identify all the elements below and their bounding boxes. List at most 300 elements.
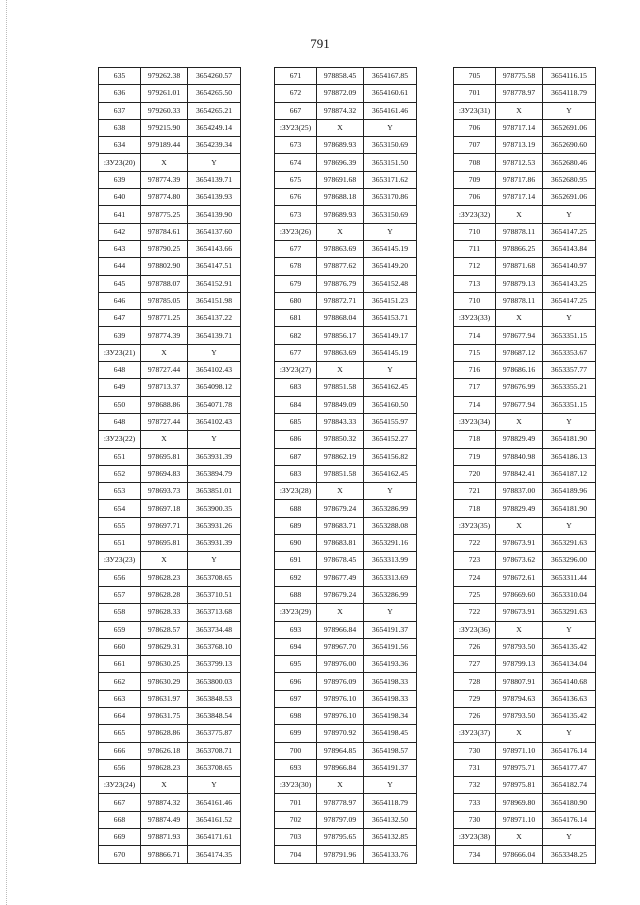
y-coordinate-cell: 3654102.43 xyxy=(188,413,241,430)
point-number-cell: 729 xyxy=(454,690,496,707)
y-coordinate-cell: 3653311.44 xyxy=(543,569,596,586)
point-number-cell: 695 xyxy=(275,656,317,673)
table-row xyxy=(99,137,241,154)
point-number-cell: 678 xyxy=(275,258,317,275)
table-row xyxy=(275,327,417,344)
scan-edge-line xyxy=(6,0,8,905)
y-coordinate-cell: 3653150.69 xyxy=(364,137,417,154)
table-row xyxy=(275,535,417,552)
point-number-cell: 661 xyxy=(99,656,141,673)
x-coordinate-cell: 978791.96 xyxy=(317,846,364,863)
y-coordinate-cell: 3653286.99 xyxy=(364,500,417,517)
parcel-header-row xyxy=(454,517,596,534)
y-coordinate-cell: 3654147.51 xyxy=(188,258,241,275)
x-coordinate-cell: 978851.58 xyxy=(317,465,364,482)
x-coordinate-cell: 978793.50 xyxy=(496,638,543,655)
table-row xyxy=(454,137,596,154)
point-number-cell: 648 xyxy=(99,413,141,430)
point-number-cell: 647 xyxy=(99,310,141,327)
parcel-label-cell: :ЗУ23(36) xyxy=(454,621,496,638)
y-coordinate-cell: Y xyxy=(364,362,417,379)
point-number-cell: 691 xyxy=(275,552,317,569)
y-coordinate-cell: 3654198.45 xyxy=(364,725,417,742)
point-number-cell: 679 xyxy=(275,275,317,292)
parcel-header-row xyxy=(275,223,417,240)
y-coordinate-cell: 3654151.23 xyxy=(364,292,417,309)
x-coordinate-cell: 978842.41 xyxy=(496,465,543,482)
table-row xyxy=(454,223,596,240)
point-number-cell: 675 xyxy=(275,171,317,188)
x-coordinate-cell: X xyxy=(141,777,188,794)
point-number-cell: 667 xyxy=(99,794,141,811)
y-coordinate-cell: 3653734.48 xyxy=(188,621,241,638)
point-number-cell: 711 xyxy=(454,240,496,257)
y-coordinate-cell: 3654145.19 xyxy=(364,344,417,361)
x-coordinate-cell: 978788.07 xyxy=(141,275,188,292)
x-coordinate-cell: 978631.97 xyxy=(141,690,188,707)
y-coordinate-cell: Y xyxy=(364,223,417,240)
y-coordinate-cell: 3654133.76 xyxy=(364,846,417,863)
point-number-cell: 676 xyxy=(275,189,317,206)
parcel-header-row xyxy=(454,413,596,430)
table-row xyxy=(275,448,417,465)
x-coordinate-cell: 978717.14 xyxy=(496,189,543,206)
y-coordinate-cell: 3654116.15 xyxy=(543,68,596,85)
y-coordinate-cell: 3653310.04 xyxy=(543,586,596,603)
table-row xyxy=(454,171,596,188)
point-number-cell: 681 xyxy=(275,310,317,327)
point-number-cell: 712 xyxy=(454,258,496,275)
y-coordinate-cell: 3654249.14 xyxy=(188,119,241,136)
y-coordinate-cell: 3654149.20 xyxy=(364,258,417,275)
y-coordinate-cell: 3654118.79 xyxy=(543,85,596,102)
x-coordinate-cell: 978976.10 xyxy=(317,707,364,724)
y-coordinate-cell: 3654161.52 xyxy=(188,811,241,828)
y-coordinate-cell: Y xyxy=(188,154,241,171)
point-number-cell: 645 xyxy=(99,275,141,292)
x-coordinate-cell: 978688.18 xyxy=(317,189,364,206)
parcel-header-row xyxy=(275,777,417,794)
y-coordinate-cell: Y xyxy=(188,552,241,569)
x-coordinate-cell: 978679.24 xyxy=(317,586,364,603)
y-coordinate-cell: 3654191.56 xyxy=(364,638,417,655)
table-row xyxy=(454,68,596,85)
x-coordinate-cell: 978771.25 xyxy=(141,310,188,327)
y-coordinate-cell: 3654265.21 xyxy=(188,102,241,119)
point-number-cell: 648 xyxy=(99,362,141,379)
point-number-cell: 652 xyxy=(99,465,141,482)
x-coordinate-cell: X xyxy=(317,604,364,621)
point-number-cell: 708 xyxy=(454,154,496,171)
y-coordinate-cell: 3653713.68 xyxy=(188,604,241,621)
point-number-cell: 649 xyxy=(99,379,141,396)
x-coordinate-cell: 978628.23 xyxy=(141,759,188,776)
table-row xyxy=(275,829,417,846)
y-coordinate-cell: 3653851.01 xyxy=(188,483,241,500)
x-coordinate-cell: 978878.11 xyxy=(496,292,543,309)
table-row xyxy=(99,742,241,759)
table-row xyxy=(275,621,417,638)
point-number-cell: 658 xyxy=(99,604,141,621)
point-number-cell: 693 xyxy=(275,759,317,776)
table-row xyxy=(454,586,596,603)
table-row xyxy=(454,777,596,794)
x-coordinate-cell: X xyxy=(496,725,543,742)
table-row xyxy=(454,794,596,811)
x-coordinate-cell: 978829.49 xyxy=(496,431,543,448)
table-row xyxy=(454,396,596,413)
y-coordinate-cell: Y xyxy=(543,725,596,742)
x-coordinate-cell: 978871.93 xyxy=(141,829,188,846)
table-row xyxy=(454,759,596,776)
table-row xyxy=(275,189,417,206)
y-coordinate-cell: Y xyxy=(543,621,596,638)
x-coordinate-cell: 978628.86 xyxy=(141,725,188,742)
y-coordinate-cell: 3653291.16 xyxy=(364,535,417,552)
x-coordinate-cell: 978874.32 xyxy=(141,794,188,811)
table-row xyxy=(99,413,241,430)
point-number-cell: 724 xyxy=(454,569,496,586)
y-coordinate-cell: 3654137.22 xyxy=(188,310,241,327)
x-coordinate-cell: 978774.39 xyxy=(141,171,188,188)
x-coordinate-cell: 978872.71 xyxy=(317,292,364,309)
table-row xyxy=(275,465,417,482)
point-number-cell: 730 xyxy=(454,811,496,828)
y-coordinate-cell: 3654198.33 xyxy=(364,673,417,690)
y-coordinate-cell: 3654186.13 xyxy=(543,448,596,465)
y-coordinate-cell: Y xyxy=(543,517,596,534)
y-coordinate-cell: 3654160.50 xyxy=(364,396,417,413)
y-coordinate-cell: Y xyxy=(188,777,241,794)
x-coordinate-cell: 978778.97 xyxy=(496,85,543,102)
table-row xyxy=(275,569,417,586)
point-number-cell: 664 xyxy=(99,707,141,724)
point-number-cell: 677 xyxy=(275,240,317,257)
parcel-header-row xyxy=(275,483,417,500)
y-coordinate-cell: 3653351.15 xyxy=(543,327,596,344)
y-coordinate-cell: 3654140.68 xyxy=(543,673,596,690)
x-coordinate-cell: 978793.50 xyxy=(496,707,543,724)
table-row xyxy=(275,811,417,828)
y-coordinate-cell: 3653708.65 xyxy=(188,569,241,586)
x-coordinate-cell: 978975.81 xyxy=(496,777,543,794)
y-coordinate-cell: 3654152.91 xyxy=(188,275,241,292)
table-row xyxy=(99,656,241,673)
point-number-cell: 671 xyxy=(275,68,317,85)
y-coordinate-cell: 3653355.21 xyxy=(543,379,596,396)
table-row xyxy=(454,362,596,379)
table-row xyxy=(454,673,596,690)
table-row xyxy=(99,673,241,690)
y-coordinate-cell: 3653313.99 xyxy=(364,552,417,569)
point-number-cell: 640 xyxy=(99,189,141,206)
x-coordinate-cell: 978790.25 xyxy=(141,240,188,257)
point-number-cell: 670 xyxy=(99,846,141,863)
table-row xyxy=(99,240,241,257)
table-row xyxy=(454,240,596,257)
table-row xyxy=(99,638,241,655)
point-number-cell: 730 xyxy=(454,742,496,759)
x-coordinate-cell: 978677.94 xyxy=(496,396,543,413)
y-coordinate-cell: 3654189.96 xyxy=(543,483,596,500)
parcel-label-cell: :ЗУ23(32) xyxy=(454,206,496,223)
x-coordinate-cell: 978862.19 xyxy=(317,448,364,465)
y-coordinate-cell: 3654174.35 xyxy=(188,846,241,863)
y-coordinate-cell: Y xyxy=(543,102,596,119)
point-number-cell: 639 xyxy=(99,171,141,188)
x-coordinate-cell: 978967.70 xyxy=(317,638,364,655)
table-row xyxy=(99,690,241,707)
point-number-cell: 717 xyxy=(454,379,496,396)
x-coordinate-cell: 978879.13 xyxy=(496,275,543,292)
table-row xyxy=(454,275,596,292)
x-coordinate-cell: 978673.91 xyxy=(496,604,543,621)
point-number-cell: 706 xyxy=(454,119,496,136)
table-row xyxy=(454,846,596,863)
table-row xyxy=(99,206,241,223)
x-coordinate-cell: X xyxy=(317,223,364,240)
table-row xyxy=(275,846,417,863)
y-coordinate-cell: 3654265.50 xyxy=(188,85,241,102)
point-number-cell: 689 xyxy=(275,517,317,534)
x-coordinate-cell: 978976.00 xyxy=(317,656,364,673)
y-coordinate-cell: 3654191.37 xyxy=(364,621,417,638)
table-row xyxy=(275,725,417,742)
y-coordinate-cell: 3654198.33 xyxy=(364,690,417,707)
table-row xyxy=(454,85,596,102)
point-number-cell: 639 xyxy=(99,327,141,344)
table-row xyxy=(99,362,241,379)
point-number-cell: 719 xyxy=(454,448,496,465)
y-coordinate-cell: 3653357.77 xyxy=(543,362,596,379)
point-number-cell: 657 xyxy=(99,586,141,603)
table-row xyxy=(275,137,417,154)
table-row xyxy=(454,483,596,500)
point-number-cell: 683 xyxy=(275,465,317,482)
parcel-header-row xyxy=(454,102,596,119)
y-coordinate-cell: 3653900.35 xyxy=(188,500,241,517)
table-row xyxy=(99,396,241,413)
y-coordinate-cell: 3654162.45 xyxy=(364,379,417,396)
y-coordinate-cell: 3654167.85 xyxy=(364,68,417,85)
x-coordinate-cell: 978697.18 xyxy=(141,500,188,517)
y-coordinate-cell: 3654143.84 xyxy=(543,240,596,257)
table-row xyxy=(99,102,241,119)
x-coordinate-cell: 978866.71 xyxy=(141,846,188,863)
coordinate-table-right xyxy=(453,67,596,864)
table-row xyxy=(99,811,241,828)
table-row xyxy=(99,292,241,309)
point-number-cell: 699 xyxy=(275,725,317,742)
point-number-cell: 721 xyxy=(454,483,496,500)
y-coordinate-cell: 3654135.42 xyxy=(543,638,596,655)
y-coordinate-cell: 3654187.12 xyxy=(543,465,596,482)
point-number-cell: 638 xyxy=(99,119,141,136)
y-coordinate-cell: Y xyxy=(543,829,596,846)
parcel-header-row xyxy=(99,344,241,361)
x-coordinate-cell: 978695.81 xyxy=(141,448,188,465)
parcel-label-cell: :ЗУ23(34) xyxy=(454,413,496,430)
point-number-cell: 707 xyxy=(454,137,496,154)
y-coordinate-cell: 3652680.95 xyxy=(543,171,596,188)
x-coordinate-cell: 978866.25 xyxy=(496,240,543,257)
point-number-cell: 696 xyxy=(275,673,317,690)
y-coordinate-cell: Y xyxy=(364,777,417,794)
x-coordinate-cell: X xyxy=(496,206,543,223)
table-row xyxy=(275,379,417,396)
point-number-cell: 714 xyxy=(454,396,496,413)
x-coordinate-cell: 979261.01 xyxy=(141,85,188,102)
x-coordinate-cell: 978843.33 xyxy=(317,413,364,430)
point-number-cell: 663 xyxy=(99,690,141,707)
point-number-cell: 650 xyxy=(99,396,141,413)
y-coordinate-cell: 3654162.45 xyxy=(364,465,417,482)
x-coordinate-cell: 978774.80 xyxy=(141,189,188,206)
point-number-cell: 651 xyxy=(99,535,141,552)
parcel-header-row xyxy=(454,725,596,742)
x-coordinate-cell: 978629.31 xyxy=(141,638,188,655)
table-row xyxy=(99,535,241,552)
x-coordinate-cell: 978628.57 xyxy=(141,621,188,638)
y-coordinate-cell: 3654198.34 xyxy=(364,707,417,724)
point-number-cell: 731 xyxy=(454,759,496,776)
x-coordinate-cell: 978969.80 xyxy=(496,794,543,811)
y-coordinate-cell: 3653931.39 xyxy=(188,448,241,465)
table-row xyxy=(454,535,596,552)
y-coordinate-cell: 3653894.79 xyxy=(188,465,241,482)
point-number-cell: 683 xyxy=(275,379,317,396)
y-coordinate-cell: 3653708.65 xyxy=(188,759,241,776)
x-coordinate-cell: X xyxy=(141,344,188,361)
x-coordinate-cell: 978683.71 xyxy=(317,517,364,534)
table-row xyxy=(454,327,596,344)
x-coordinate-cell: 978676.99 xyxy=(496,379,543,396)
y-coordinate-cell: 3654156.82 xyxy=(364,448,417,465)
page-number: 791 xyxy=(310,36,330,51)
point-number-cell: 656 xyxy=(99,569,141,586)
table-row xyxy=(99,517,241,534)
point-number-cell: 723 xyxy=(454,552,496,569)
point-number-cell: 706 xyxy=(454,189,496,206)
x-coordinate-cell: 978712.53 xyxy=(496,154,543,171)
table-row xyxy=(454,638,596,655)
x-coordinate-cell: 978774.39 xyxy=(141,327,188,344)
table-row xyxy=(99,707,241,724)
x-coordinate-cell: 978713.19 xyxy=(496,137,543,154)
x-coordinate-cell: 978727.44 xyxy=(141,362,188,379)
x-coordinate-cell: 978784.61 xyxy=(141,223,188,240)
table-row xyxy=(454,569,596,586)
parcel-label-cell: :ЗУ23(21) xyxy=(99,344,141,361)
x-coordinate-cell: 978689.93 xyxy=(317,206,364,223)
parcel-header-row xyxy=(454,206,596,223)
x-coordinate-cell: 978794.63 xyxy=(496,690,543,707)
y-coordinate-cell: 3654171.61 xyxy=(188,829,241,846)
x-coordinate-cell: 978795.65 xyxy=(317,829,364,846)
table-row xyxy=(275,240,417,257)
point-number-cell: 641 xyxy=(99,206,141,223)
x-coordinate-cell: 978797.09 xyxy=(317,811,364,828)
y-coordinate-cell: 3653171.62 xyxy=(364,171,417,188)
table-row xyxy=(99,483,241,500)
y-coordinate-cell: 3654176.14 xyxy=(543,742,596,759)
y-coordinate-cell: 3654136.63 xyxy=(543,690,596,707)
table-row xyxy=(275,396,417,413)
point-number-cell: 668 xyxy=(99,811,141,828)
point-number-cell: 734 xyxy=(454,846,496,863)
table-row xyxy=(99,569,241,586)
x-coordinate-cell: 978871.68 xyxy=(496,258,543,275)
table-row xyxy=(454,656,596,673)
x-coordinate-cell: 978966.84 xyxy=(317,621,364,638)
x-coordinate-cell: 978713.37 xyxy=(141,379,188,396)
y-coordinate-cell: 3654177.47 xyxy=(543,759,596,776)
y-coordinate-cell: 3654260.57 xyxy=(188,68,241,85)
y-coordinate-cell: 3654132.50 xyxy=(364,811,417,828)
x-coordinate-cell: 978874.49 xyxy=(141,811,188,828)
point-number-cell: 654 xyxy=(99,500,141,517)
parcel-header-row xyxy=(99,777,241,794)
x-coordinate-cell: 978850.32 xyxy=(317,431,364,448)
parcel-label-cell: :ЗУ23(24) xyxy=(99,777,141,794)
point-number-cell: 718 xyxy=(454,500,496,517)
y-coordinate-cell: 3654239.34 xyxy=(188,137,241,154)
y-coordinate-cell: Y xyxy=(543,310,596,327)
y-coordinate-cell: 3654139.90 xyxy=(188,206,241,223)
table-row xyxy=(99,310,241,327)
table-row xyxy=(275,517,417,534)
point-number-cell: 704 xyxy=(275,846,317,863)
point-number-cell: 635 xyxy=(99,68,141,85)
x-coordinate-cell: 978628.23 xyxy=(141,569,188,586)
table-row xyxy=(275,154,417,171)
parcel-label-cell: :ЗУ23(29) xyxy=(275,604,317,621)
point-number-cell: 677 xyxy=(275,344,317,361)
x-coordinate-cell: 978775.25 xyxy=(141,206,188,223)
x-coordinate-cell: 978802.90 xyxy=(141,258,188,275)
y-coordinate-cell: Y xyxy=(543,206,596,223)
point-number-cell: 673 xyxy=(275,137,317,154)
y-coordinate-cell: 3654147.25 xyxy=(543,292,596,309)
point-number-cell: 660 xyxy=(99,638,141,655)
x-coordinate-cell: 978628.33 xyxy=(141,604,188,621)
x-coordinate-cell: 979189.44 xyxy=(141,137,188,154)
table-row xyxy=(454,811,596,828)
point-number-cell: 646 xyxy=(99,292,141,309)
x-coordinate-cell: 978851.58 xyxy=(317,379,364,396)
x-coordinate-cell: X xyxy=(496,621,543,638)
x-coordinate-cell: 978874.32 xyxy=(317,102,364,119)
point-number-cell: 702 xyxy=(275,811,317,828)
x-coordinate-cell: 978799.13 xyxy=(496,656,543,673)
y-coordinate-cell: 3654151.98 xyxy=(188,292,241,309)
y-coordinate-cell: 3654160.61 xyxy=(364,85,417,102)
table-row xyxy=(275,794,417,811)
table-row xyxy=(99,794,241,811)
x-coordinate-cell: 978856.17 xyxy=(317,327,364,344)
point-number-cell: 686 xyxy=(275,431,317,448)
table-row xyxy=(275,673,417,690)
table-row xyxy=(275,500,417,517)
table-row xyxy=(454,154,596,171)
table-row xyxy=(454,552,596,569)
parcel-label-cell: :ЗУ23(37) xyxy=(454,725,496,742)
table-row xyxy=(99,621,241,638)
x-coordinate-cell: 978677.94 xyxy=(496,327,543,344)
point-number-cell: 688 xyxy=(275,586,317,603)
table-row xyxy=(454,431,596,448)
table-row xyxy=(275,552,417,569)
